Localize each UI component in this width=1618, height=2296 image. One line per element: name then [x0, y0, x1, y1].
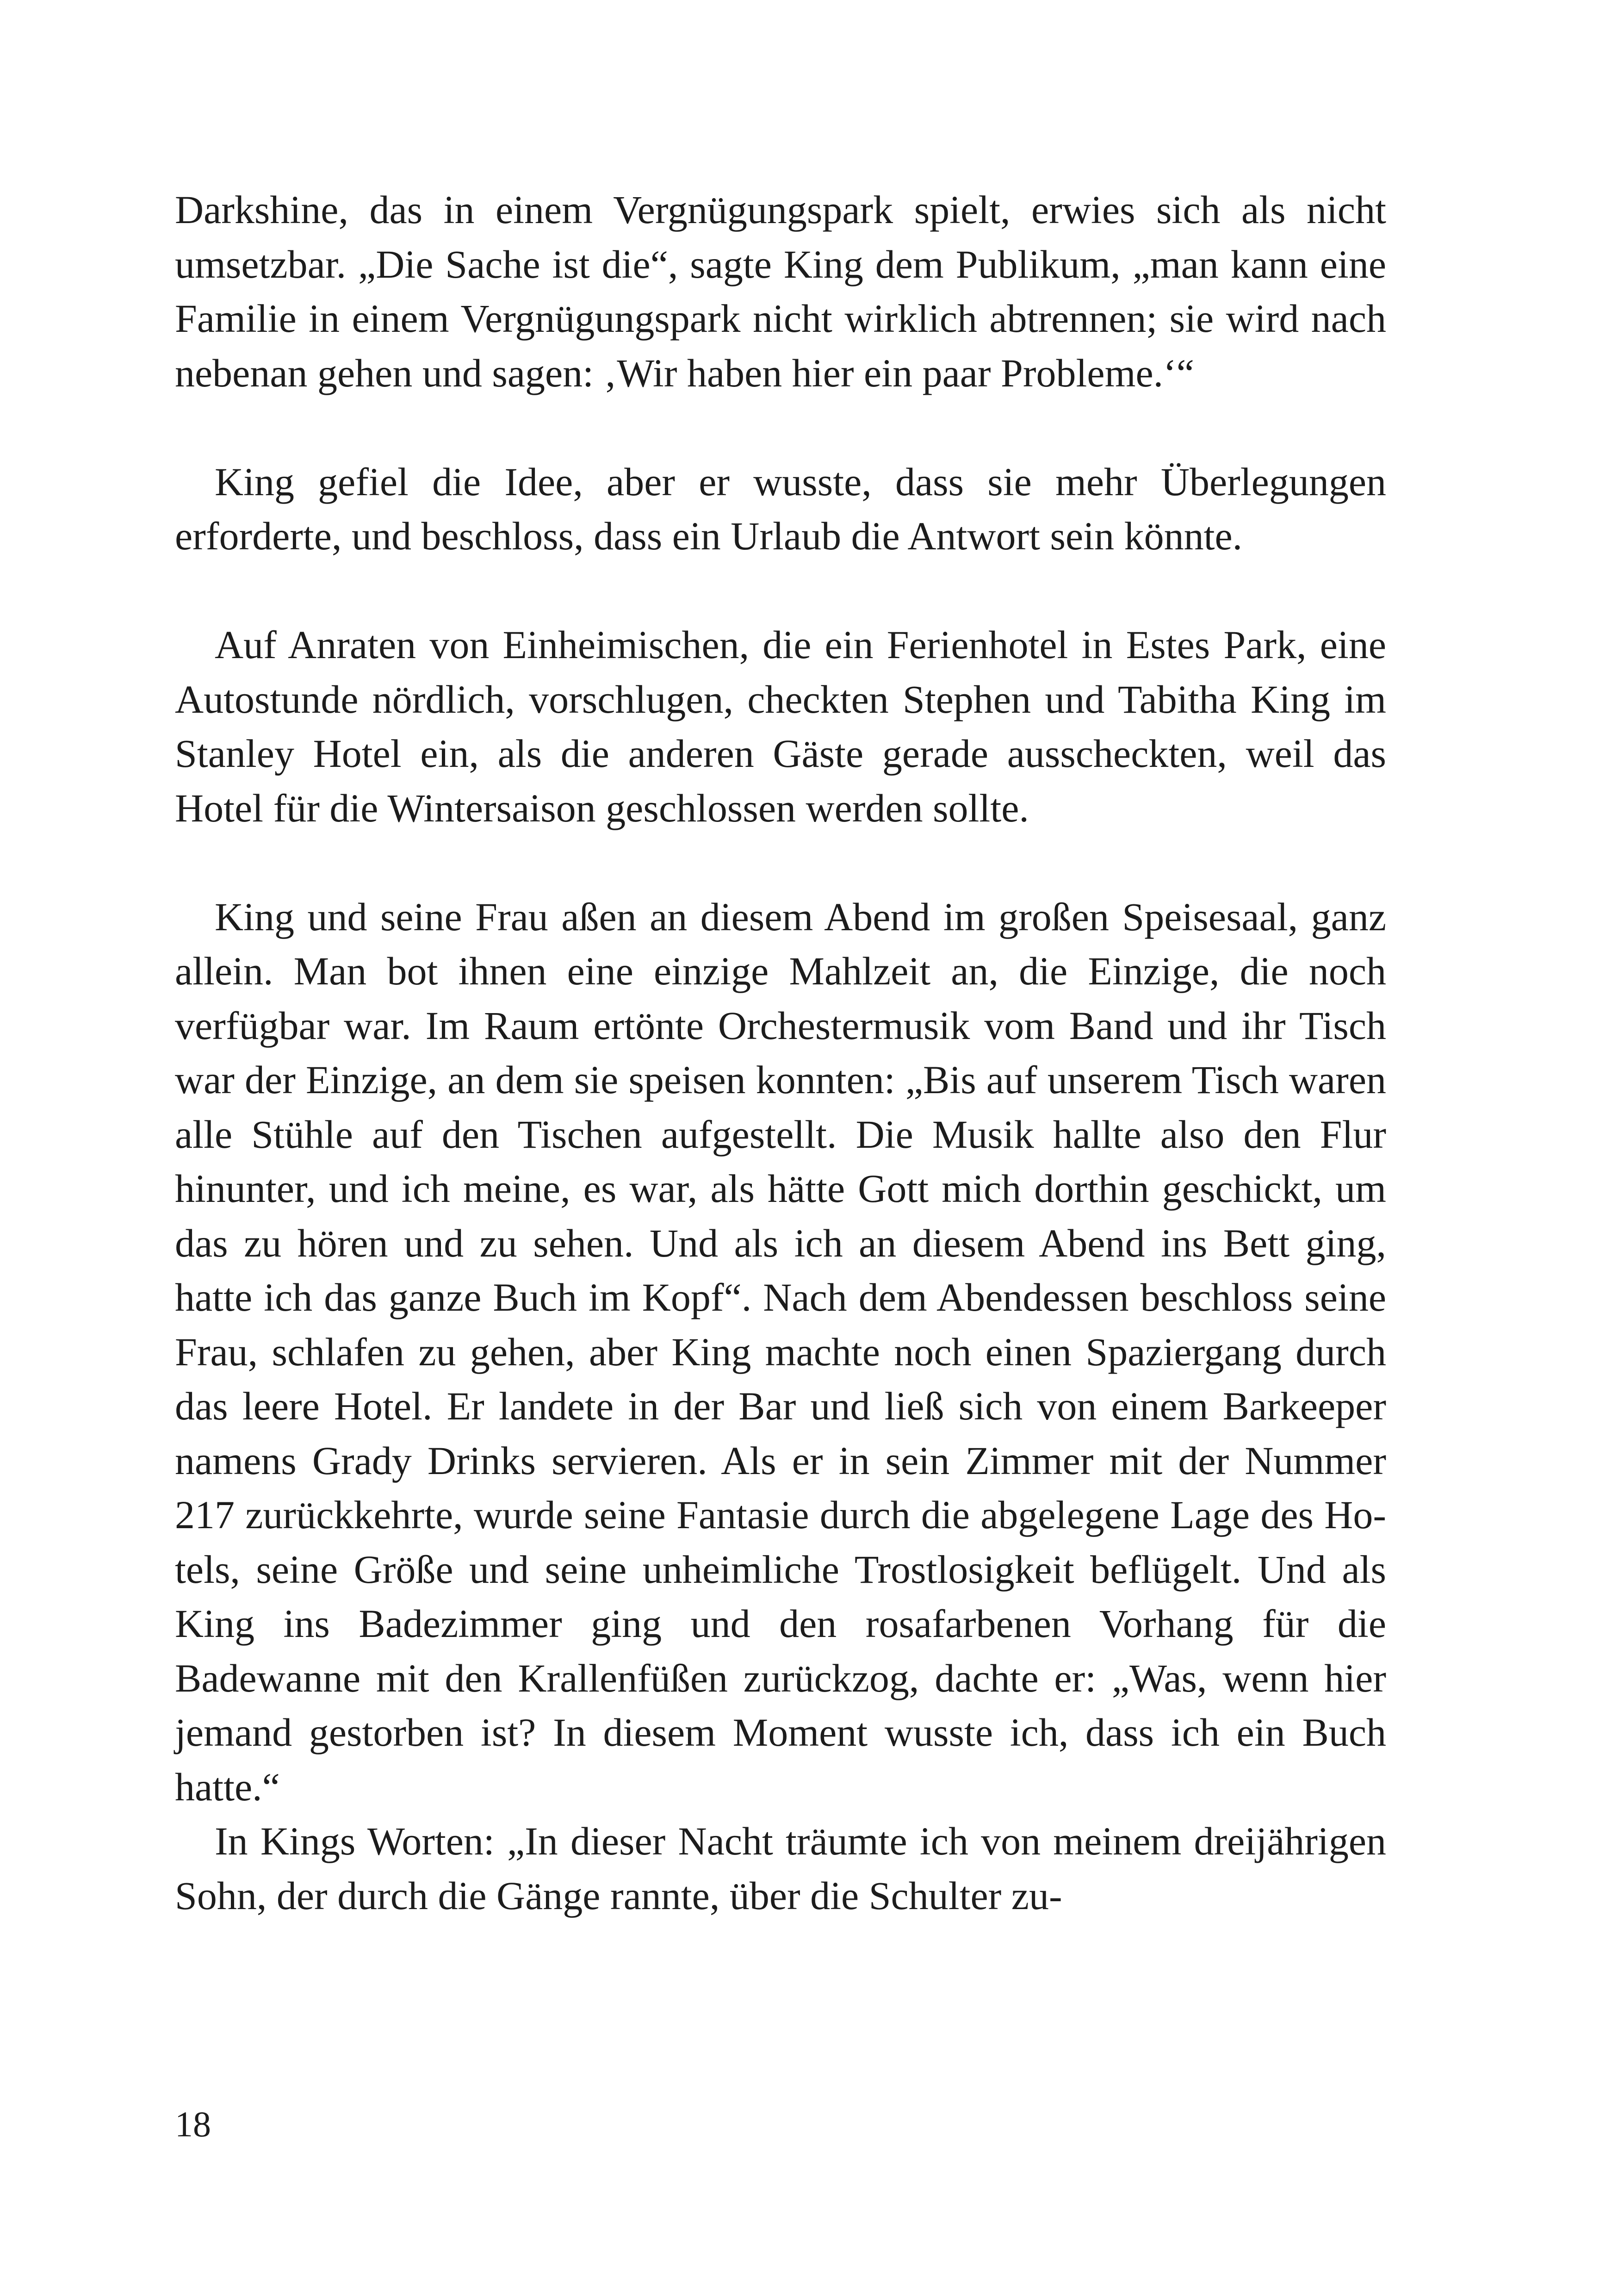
paragraph-1: Darkshine, das in einem Vergnügungspark spielt, erwies sich als nicht umsetzbar. „Die Sache ist die“, sagte King dem Publikum, „man kann eine Familie in einem Vergnügungspark nicht wirklich abtrennen; sie wird nach nebenan gehen und sagen: ‚Wir haben hier ein paar Probleme.‘“: [175, 187, 1386, 395]
paragraph-2: King gefiel die Idee, aber er wusste, dass sie mehr Überlegungen erforderte, und beschloss, dass ein Urlaub die Antwort sein könnte.: [175, 459, 1386, 558]
paragraph-3: Auf Anraten von Einheimischen, die ein Ferienhotel in Estes Park, eine Autostunde nördlich, vorschlugen, checkten Stephen und Tabitha King im Stanley Hotel ein, als die anderen Gäste gerade ausscheckten, weil das Hotel für die Wintersaison geschlossen werden sollte.: [175, 622, 1386, 830]
paragraph-5: In Kings Worten: „In dieser Nacht träumte ich von meinem dreijährigen Sohn, der durch die Gänge rannte, über die Schulter zu-: [175, 1819, 1386, 1918]
paragraph-4: King und seine Frau aßen an diesem Abend im großen Speisesaal, ganz allein. Man bot ihnen eine einzige Mahlzeit an, die Einzige, die noch verfügbar war. Im Raum ertönte Orchestermusik vom Band und ihr Tisch war der Einzige, an dem sie speisen konnten: „Bis auf unserem Tisch waren alle Stühle auf den Tischen aufgestellt. Die Musik hallte also den Flur hinunter, und ich meine, es war, als hätte Gott mich dorthin geschickt, um das zu hören und zu sehen. Und als ich an diesem Abend ins Bett ging, hatte ich das ganze Buch im Kopf“. Nach dem Abendessen beschloss seine Frau, schlafen zu gehen, aber King machte noch einen Spaziergang durch das leere Hotel. Er landete in der Bar und ließ sich von einem Barkeeper namens Grady Drinks servieren. Als er in sein Zimmer mit der Nummer 217 zurückkehrte, wurde seine Fantasie durch die abgelegene Lage des Hotels, seine Größe und seine unheimliche Trostlosigkeit beflügelt. Und als King ins Badezimmer ging und den rosafarbenen Vorhang für die Badewanne mit den Krallenfüßen zurückzog, dachte er: „Was, wenn hier jemand gestorben ist? In diesem Moment wusste ich, dass ich ein Buch hatte.“: [175, 894, 1386, 1809]
body-text: [175, 183, 1386, 1923]
page-number: 18: [175, 2104, 211, 2144]
